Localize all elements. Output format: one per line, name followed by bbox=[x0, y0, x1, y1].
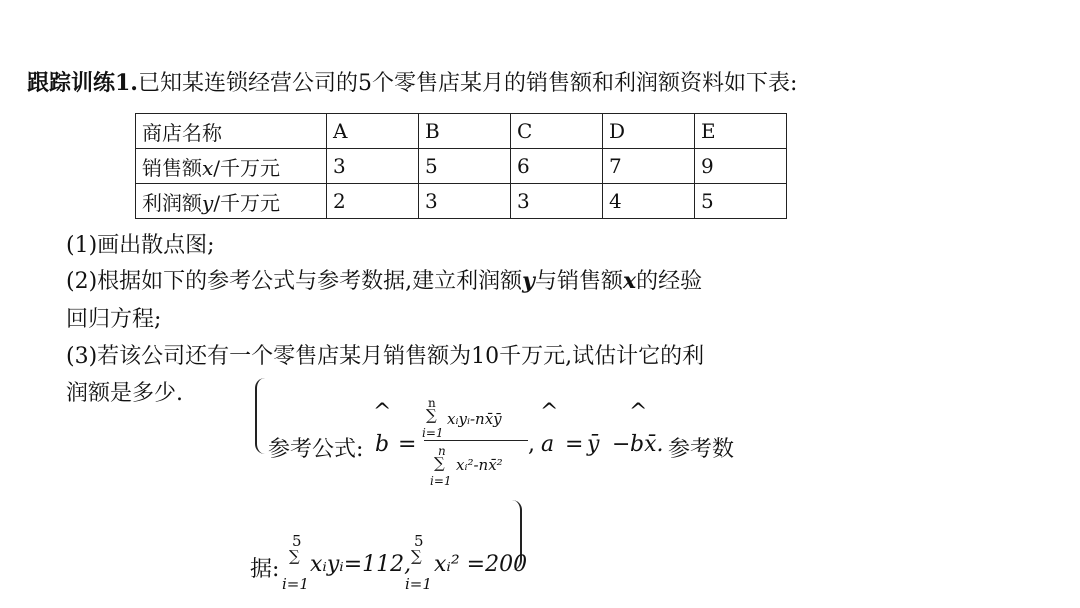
question-1: (1)画出散点图; bbox=[66, 233, 215, 258]
row-label-text: 利润额 bbox=[142, 190, 202, 215]
fraction-bar bbox=[424, 440, 528, 441]
row-label-profit bbox=[136, 184, 327, 219]
question-3-cont: 润额是多少. bbox=[66, 381, 183, 406]
ref-data-label: 参考数 bbox=[668, 437, 735, 462]
table-cell: 6 bbox=[511, 149, 603, 184]
question-2 bbox=[66, 264, 702, 295]
table-header-cell: A bbox=[327, 114, 419, 149]
formula-minus: − bbox=[612, 432, 631, 457]
question-3: (3)若该公司还有一个零售店某月销售额为10千万元,试估计它的利 bbox=[66, 344, 705, 369]
sum-symbol: ∑ bbox=[289, 547, 300, 565]
sum-symbol: ∑ bbox=[426, 406, 437, 424]
data-expr-2: xᵢ² =200 bbox=[434, 552, 528, 577]
table-cell: 3 bbox=[511, 184, 603, 219]
hat-a: ^ bbox=[540, 400, 559, 425]
table-header-row bbox=[136, 114, 787, 149]
formula-bxbar: bx̄. bbox=[630, 432, 664, 457]
table-cell: 3 bbox=[327, 149, 419, 184]
row-label-sales bbox=[136, 149, 327, 184]
formula-equals: = bbox=[398, 432, 417, 457]
sum-upper-5: 5 bbox=[414, 532, 424, 550]
table-cell: 5 bbox=[419, 149, 511, 184]
table-header-cell: B bbox=[419, 114, 511, 149]
table-cell: 4 bbox=[603, 184, 695, 219]
question-2-cont: 回归方程; bbox=[66, 307, 162, 332]
row-label-text: 销售额 bbox=[142, 155, 202, 180]
left-brace bbox=[255, 378, 269, 454]
table-header-cell: C bbox=[511, 114, 603, 149]
variable-y: y bbox=[522, 268, 535, 294]
variable-y: y bbox=[202, 190, 214, 215]
data-expr-1: xᵢyᵢ=112, bbox=[310, 552, 412, 577]
row-label-unit: /千万元 bbox=[213, 155, 281, 180]
variable-x: x bbox=[622, 268, 637, 294]
comma: , bbox=[528, 432, 535, 457]
sum-upper-5: 5 bbox=[292, 532, 302, 550]
sum-lower-index: i=1 bbox=[430, 474, 452, 488]
sum-lower-index: i=1 bbox=[282, 575, 309, 593]
table-header-cell: E bbox=[695, 114, 787, 149]
table-cell: 9 bbox=[695, 149, 787, 184]
formula-a: a bbox=[541, 432, 555, 457]
table-cell: 3 bbox=[419, 184, 511, 219]
table-cell: 5 bbox=[695, 184, 787, 219]
problem-statement bbox=[27, 66, 797, 97]
table-row bbox=[136, 184, 787, 219]
ref-formula-label: 参考公式: bbox=[268, 437, 364, 462]
sum-lower-index: i=1 bbox=[405, 575, 432, 593]
hat-b: ^ bbox=[373, 400, 392, 425]
table-cell: 7 bbox=[603, 149, 695, 184]
sum-upper-n: n bbox=[428, 396, 436, 410]
sum-symbol: ∑ bbox=[411, 547, 422, 565]
formula-b: b bbox=[375, 432, 390, 457]
variable-x: x bbox=[202, 155, 214, 180]
ref-data-label-cont: 据: bbox=[250, 557, 280, 582]
sum-lower-index: i=1 bbox=[422, 426, 444, 440]
data-table bbox=[135, 113, 787, 219]
hat-b: ^ bbox=[629, 400, 648, 425]
question-2-text: (2)根据如下的参考公式与参考数据,建立利润额 bbox=[66, 269, 523, 294]
problem-label: 跟踪训练1. bbox=[27, 70, 138, 96]
question-2-text: 的经验 bbox=[636, 269, 703, 294]
formula-ybar: ȳ bbox=[587, 432, 600, 457]
table-cell: 2 bbox=[327, 184, 419, 219]
denominator: xᵢ²-nx̄² bbox=[456, 456, 503, 474]
formula-equals: = bbox=[565, 432, 584, 457]
table-header-cell: 商店名称 bbox=[136, 114, 327, 149]
row-label-unit: /千万元 bbox=[213, 190, 281, 215]
table-row bbox=[136, 149, 787, 184]
question-2-text: 与销售额 bbox=[534, 269, 623, 294]
table-header-cell: D bbox=[603, 114, 695, 149]
sum-symbol: ∑ bbox=[434, 454, 445, 472]
numerator: xᵢyᵢ-nx̄ȳ bbox=[447, 410, 502, 428]
sum-upper-n: n bbox=[438, 444, 446, 458]
problem-intro: 已知某连锁经营公司的5个零售店某月的销售额和利润额资料如下表: bbox=[137, 71, 798, 96]
